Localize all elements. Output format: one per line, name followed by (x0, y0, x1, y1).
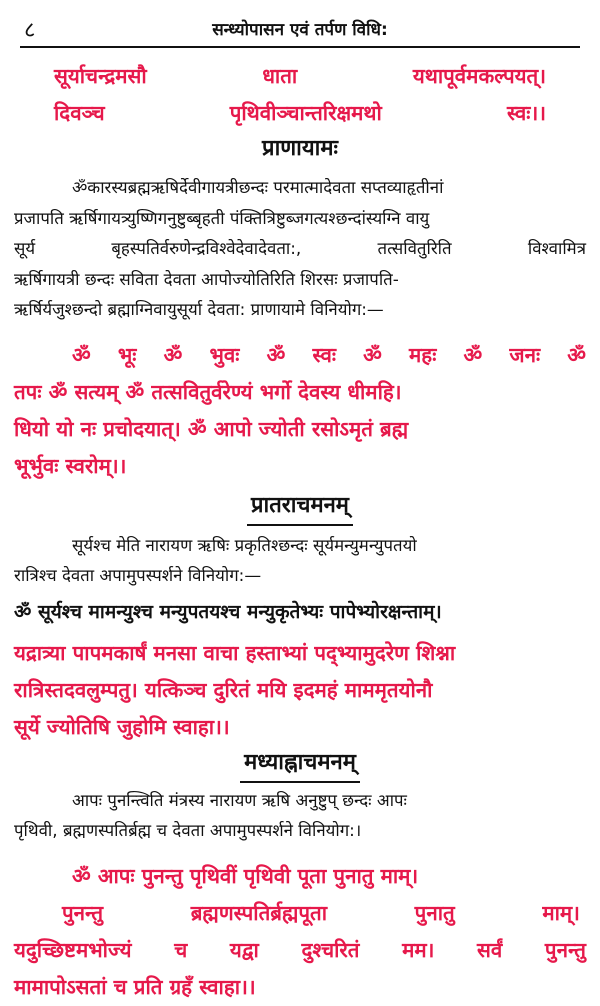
mantra-word: पुनातु (414, 900, 455, 925)
pratarachamanam-viniyoga-text (14, 530, 586, 591)
pranayama-mantra (14, 337, 586, 485)
pratarachamanam-bold-mantra: ॐ सूर्यश्च मामन्युश्च मन्युपतयश्च मन्युकृतेभ्यः पापेभ्योरक्षन्ताम्। (14, 600, 442, 623)
prose-line-justified (14, 233, 586, 264)
mantra-line-justified (14, 932, 586, 969)
section-heading-pratarachamanam (14, 489, 586, 526)
heading-text: मध्याह्नाचमनम् (240, 746, 360, 783)
mantra-line-justified (14, 895, 586, 932)
prose-line: पृथिवी, ब्रह्मणस्पतिर्ब्रह्म च देवता अपामुपस्पर्शने विनियोग:। (14, 820, 362, 840)
verse-word: सूर्याचन्द्रमसौ (54, 64, 147, 88)
mantra-word: ॐ (363, 342, 382, 367)
mantra-word: स्वः (312, 342, 336, 367)
prose-line: ॐकारस्यब्रह्मऋषिर्देवीगायत्रीछन्दः परमात्मादेवता सप्तव्याहृतीनां (72, 177, 444, 197)
page-number: ८ (24, 18, 36, 43)
verse-word: पृथिवीञ्चान्तरिक्षमथो (229, 101, 382, 125)
prose-word: सूर्य (14, 238, 36, 258)
mantra-word: ॐ (163, 342, 183, 367)
prose-word: विश्वामित्र (527, 238, 586, 258)
mantra-word: ॐ (463, 342, 483, 367)
verse-word: स्वः।। (506, 101, 546, 125)
mantra-line: भूर्भुवः स्वरोम्।। (14, 453, 127, 478)
prose-word: बृहस्पतिर्वरुणेन्द्रविश्वेदेवादेवता:, (111, 238, 302, 258)
mantra-word: च (174, 937, 188, 962)
prose-line: ऋर्षिर्यजुश्छन्दो ब्रह्माग्निवायुसूर्या देवता: प्राणायामे विनियोग:— (14, 299, 384, 319)
opening-verse-continued (14, 95, 586, 132)
section-heading-madhyahnachamanam (14, 746, 586, 783)
pratarachamanam-mantra (14, 635, 586, 746)
opening-verse-line-2 (54, 95, 546, 132)
mantra-line: मामापोऽसतां च प्रति ग्रहँ स्वाहा।। (14, 974, 256, 999)
mantra-word: भुवः (209, 342, 240, 367)
heading-text: प्राणायामः (262, 136, 338, 161)
mantra-word: पुनन्तु (544, 937, 586, 962)
mantra-word: ॐ (266, 342, 286, 367)
mantra-word: ब्रह्मणस्पतिर्ब्रह्मपूता (190, 900, 328, 925)
mantra-word: जनः (509, 342, 541, 367)
mantra-word: ॐ (72, 342, 91, 367)
running-title: सन्ध्योपासन एवं तर्पण विधि: (212, 20, 388, 40)
section-heading-pranayama (14, 132, 586, 166)
verse-word: यथापूर्वमकल्पयत्। (412, 64, 546, 88)
mantra-word: दुश्चरितं (301, 937, 360, 962)
page-header (20, 0, 580, 48)
prose-word: तत्सवितुरिति (377, 238, 452, 258)
mantra-line: धियो यो नः प्रचोदयात्। ॐ आपो ज्योती रसोऽमृतं ब्रह्म (14, 416, 409, 441)
mantra-word: पुनन्तु (62, 900, 104, 925)
prose-line: सूर्यश्च मेति नारायण ऋषिः प्रकृतिश्छन्दः सूर्यमन्युमन्युपतयो (72, 534, 417, 555)
mantra-word: यदुच्छिष्टमभोज्यं (14, 937, 132, 962)
mantra-word: मम। (402, 937, 435, 962)
mantra-word: भूः (117, 342, 137, 367)
prose-line: आपः पुनन्त्विति मंत्रस्य नारायण ऋषि अनुष्टुप् छन्दः आपः (72, 789, 407, 810)
mantra-line: तपः ॐ सत्यम् ॐ तत्सवितुर्वरेण्यं भर्गो देवस्य धीमहि। (14, 379, 402, 404)
mantra-word: माम्। (542, 900, 580, 925)
mantra-line-justified (14, 337, 586, 374)
mantra-word: महः (409, 342, 437, 367)
mantra-word: यद्वा (229, 937, 259, 962)
mantra-line: ॐ आपः पुनन्तु पृथिवीं पृथिवी पूता पुनातु माम्। (72, 863, 419, 888)
mantra-word: ॐ (567, 342, 586, 367)
madhyahnachamanam-mantra (14, 858, 586, 1006)
opening-verse (14, 58, 586, 95)
madhyahnachamanam-viniyoga-text (14, 785, 586, 846)
mantra-word: सर्वं (477, 937, 503, 962)
mantra-line: रात्रिस्तदवलुम्पतु। यत्किञ्च दुरितं मयि इदमहं माममृतयोनौ (14, 677, 433, 702)
opening-verse-line-1 (54, 58, 546, 95)
prose-line: प्रजापति ऋर्षिगायत्र्युष्णिगनुष्टुब्बृहती पंक्तित्रिष्टुब्जगत्यश्छन्दांस्यग्नि वायु (14, 207, 430, 228)
prose-line: रात्रिश्च देवता अपामुपस्पर्शने विनियोग:— (14, 565, 262, 585)
mantra-line: यद्रात्र्या पापमकार्षं मनसा वाचा हस्ताभ्यां पद्भ्यामुदरेण शिश्ना (14, 640, 456, 665)
verse-word: धाता (262, 64, 298, 88)
prose-line: ऋर्षिगायत्री छन्दः सविता देवता आपोज्योतिरिति शिरसः प्रजापति- (14, 268, 399, 289)
verse-word: दिवञ्च (54, 101, 105, 125)
mantra-line: सूर्ये ज्योतिषि जुहोमि स्वाहा।। (14, 714, 230, 739)
heading-text: प्रातराचमनम् (247, 489, 353, 526)
pranayama-viniyoga-text (14, 172, 586, 325)
